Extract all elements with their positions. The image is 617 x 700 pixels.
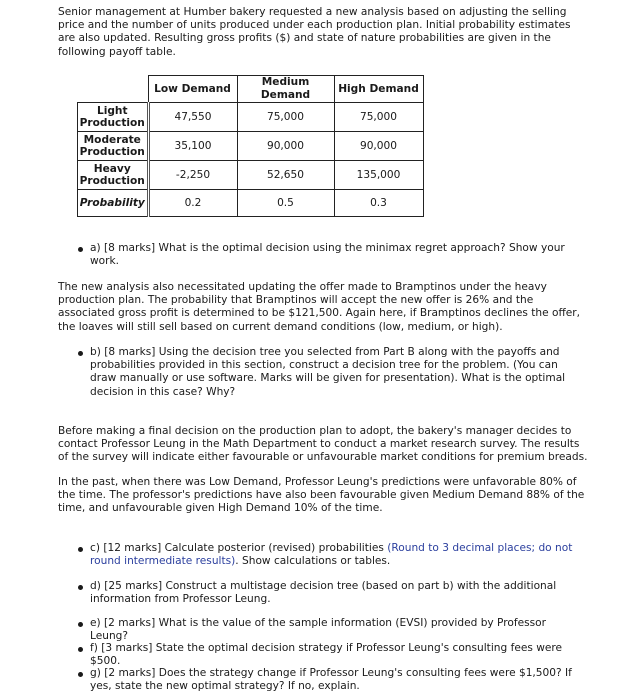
row-label-line-1: Heavy xyxy=(93,162,131,175)
table-row-probability xyxy=(78,190,424,217)
question-c xyxy=(78,542,578,568)
bullet-icon xyxy=(78,547,83,552)
table-cell: 90,000 xyxy=(334,132,423,161)
table-cell: -2,250 xyxy=(148,161,237,190)
intro-paragraph: Senior management at Humber bakery requested a new analysis based on adjusting the selling price and the number of units produced under each production plan. Initial probability estimates are also updated. Resulting gross profits ($) and state of nature probabilities are given in the following payoff table. xyxy=(58,6,571,58)
bullet-icon xyxy=(78,585,83,590)
table-header-row xyxy=(78,76,424,103)
table-cell: 52,650 xyxy=(237,161,334,190)
header-medium-demand: Medium Demand xyxy=(237,76,334,103)
bullet-icon xyxy=(78,647,83,652)
row-label-line-2: Production xyxy=(79,146,145,159)
question-d-text: d) [25 marks] Construct a multistage decision tree (based on part b) with the additional information from Professor Leung. xyxy=(90,580,557,606)
survey-paragraph: Before making a final decision on the production plan to adopt, the bakery's manager decides to contact Professor Leung in the Math Department to conduct a market research survey. The results of the survey will indicate either favourable or unfavourable market conditions for premium breads. xyxy=(58,425,588,464)
question-e-text: e) [2 marks] What is the value of the sample information (EVSI) provided by Professor Leung? xyxy=(90,617,546,643)
bullet-icon xyxy=(78,622,83,627)
question-c-rounding-note: (Round to 3 decimal places; do not round intermediate results) xyxy=(90,542,573,568)
question-b-text: b) [8 marks] Using the decision tree you selected from Part B along with the payoffs and probabilities provided in this section, construct a decision tree for the problem. (You can draw manually or use software. Marks will be given for presentation). What is the optimal decision in this case? Why? xyxy=(90,346,566,398)
question-c-prefix: c) [12 marks] Calculate posterior (revised) probabilities xyxy=(90,542,388,554)
header-high-demand: High Demand xyxy=(334,76,423,103)
question-g xyxy=(78,667,578,693)
question-b xyxy=(78,346,578,399)
question-c-text xyxy=(90,542,578,568)
bramptinos-paragraph: The new analysis also necessitated updating the offer made to Bramptinos under the heavy production plan. The probability that Bramptinos will accept the new offer is 26% and the associated gross profit is determined to be $121,500. Again here, if Bramptinos declines the offer, the loaves will still sell based on current demand conditions (low, medium, or high). xyxy=(58,281,581,333)
row-label-heavy-production xyxy=(78,161,149,190)
row-label-line-1: Light xyxy=(96,104,128,117)
question-c-suffix: . Show calculations or tables. xyxy=(235,555,391,568)
bullet-icon xyxy=(78,672,83,677)
question-d xyxy=(78,580,578,606)
table-cell: 75,000 xyxy=(237,103,334,132)
table-cell: 0.5 xyxy=(237,190,334,217)
table-cell: 0.3 xyxy=(334,190,423,217)
question-a xyxy=(78,242,578,268)
past-predictions-paragraph: In the past, when there was Low Demand, Professor Leung's predictions were unfavorable 80% of the time. The professor's predictions have also been favourable given Medium Demand 88% of the time, and unfavourable given High Demand 10% of the time. xyxy=(58,476,585,515)
payoff-table xyxy=(77,75,424,217)
table-cell: 0.2 xyxy=(148,190,237,217)
row-label-probability: Probability xyxy=(78,190,149,217)
bullet-icon xyxy=(78,351,83,356)
table-cell: 75,000 xyxy=(334,103,423,132)
table-cell: 135,000 xyxy=(334,161,423,190)
question-a-text: a) [8 marks] What is the optimal decision using the minimax regret approach? Show your work. xyxy=(90,242,565,268)
empty-corner-cell xyxy=(78,76,149,103)
header-low-demand: Low Demand xyxy=(148,76,237,103)
row-label-line-2: Production xyxy=(79,117,145,130)
question-e xyxy=(78,617,578,643)
row-label-moderate-production xyxy=(78,132,149,161)
bullet-icon xyxy=(78,247,83,252)
question-g-text: g) [2 marks] Does the strategy change if Professor Leung's consulting fees were $1,500? If yes, state the new optimal strategy? If no, explain. xyxy=(90,667,572,693)
table-cell: 90,000 xyxy=(237,132,334,161)
row-label-line-2: Production xyxy=(79,175,145,188)
question-f-text: f) [3 marks] State the optimal decision strategy if Professor Leung's consulting fees were $500. xyxy=(90,642,563,668)
table-cell: 35,100 xyxy=(148,132,237,161)
table-row xyxy=(78,132,424,161)
row-label-light-production xyxy=(78,103,149,132)
question-f xyxy=(78,642,578,668)
table-row xyxy=(78,161,424,190)
row-label-line-1: Moderate xyxy=(83,133,141,146)
table-row xyxy=(78,103,424,132)
table-cell: 47,550 xyxy=(148,103,237,132)
